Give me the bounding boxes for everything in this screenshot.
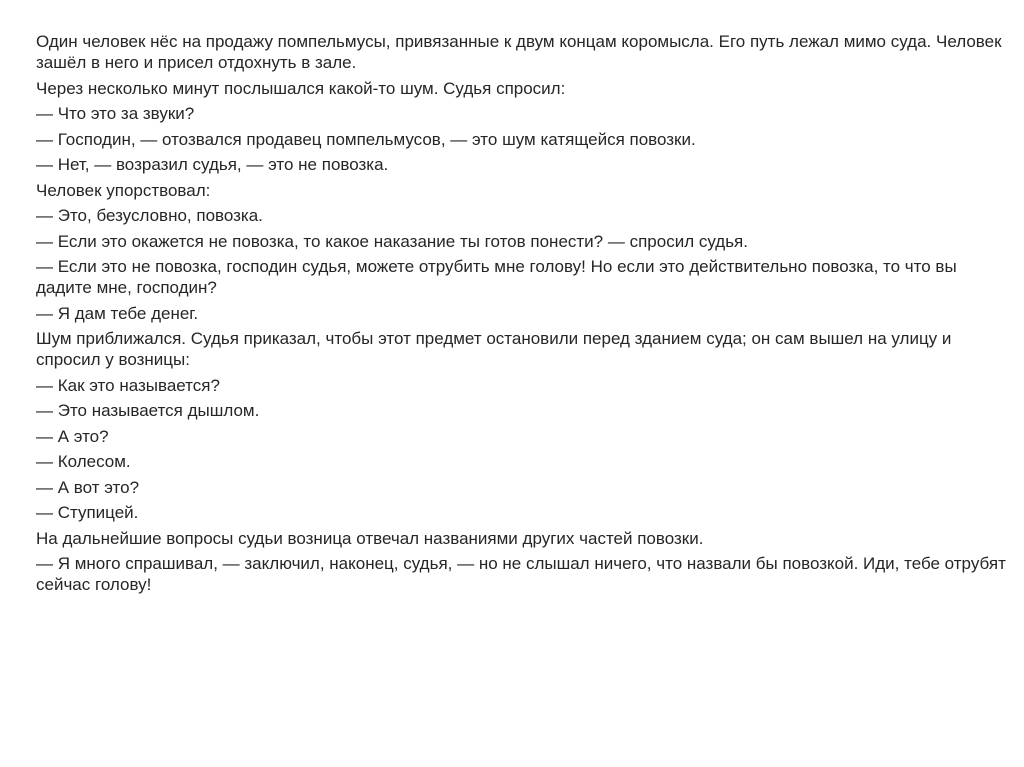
paragraph-16: — А вот это? xyxy=(36,477,140,497)
paragraph-1: Один человек нёс на продажу помпельмусы, привязанные к двум концам коромысла. Его путь лежал мимо суда. Человек зашёл в него и присел отдохнуть в зале. xyxy=(36,32,1002,72)
paragraph-7: — Это, безусловно, повозка. xyxy=(36,206,263,225)
paragraph-5: — Нет, — возразил судья, — это не повозка. xyxy=(36,155,389,174)
paragraph-4: — Господин, — отозвался продавец помпельмусов, — это шум катящейся повозки. xyxy=(36,129,696,149)
paragraph-18: На дальнейшие вопросы судьи возница отвечал названиями других частей повозки. xyxy=(36,528,704,548)
paragraph-6: Человек упорствовал: xyxy=(36,180,211,200)
paragraph-11: Шум приближался. Судья приказал, чтобы этот предмет остановили перед зданием суда; он сам вышел на улицу и спросил у возницы: xyxy=(36,329,952,369)
paragraph-17: — Ступицей. xyxy=(36,503,139,522)
paragraph-15: — Колесом. xyxy=(36,452,131,471)
paragraph-19: — Я много спрашивал, — заключил, наконец, судья, — но не слышал ничего, что назвали бы повозкой. Иди, тебе отрубят сейчас голову! xyxy=(36,554,1006,594)
paragraph-14: — А это? xyxy=(36,426,109,446)
paragraph-13: — Это называется дышлом. xyxy=(36,401,260,420)
paragraph-8: — Если это окажется не повозка, то какое наказание ты готов понести? — спросил судья. xyxy=(36,231,748,251)
story-text xyxy=(36,31,1006,600)
paragraph-3: — Что это за звуки? xyxy=(36,104,195,123)
paragraph-12: — Как это называется? xyxy=(36,375,220,395)
paragraph-9: — Если это не повозка, господин судья, можете отрубить мне голову! Но если это действительно повозка, то что вы дадите мне, господин? xyxy=(36,257,957,297)
paragraph-10: — Я дам тебе денег. xyxy=(36,303,199,323)
paragraph-2: Через несколько минут послышался какой-то шум. Судья спросил: xyxy=(36,78,566,98)
